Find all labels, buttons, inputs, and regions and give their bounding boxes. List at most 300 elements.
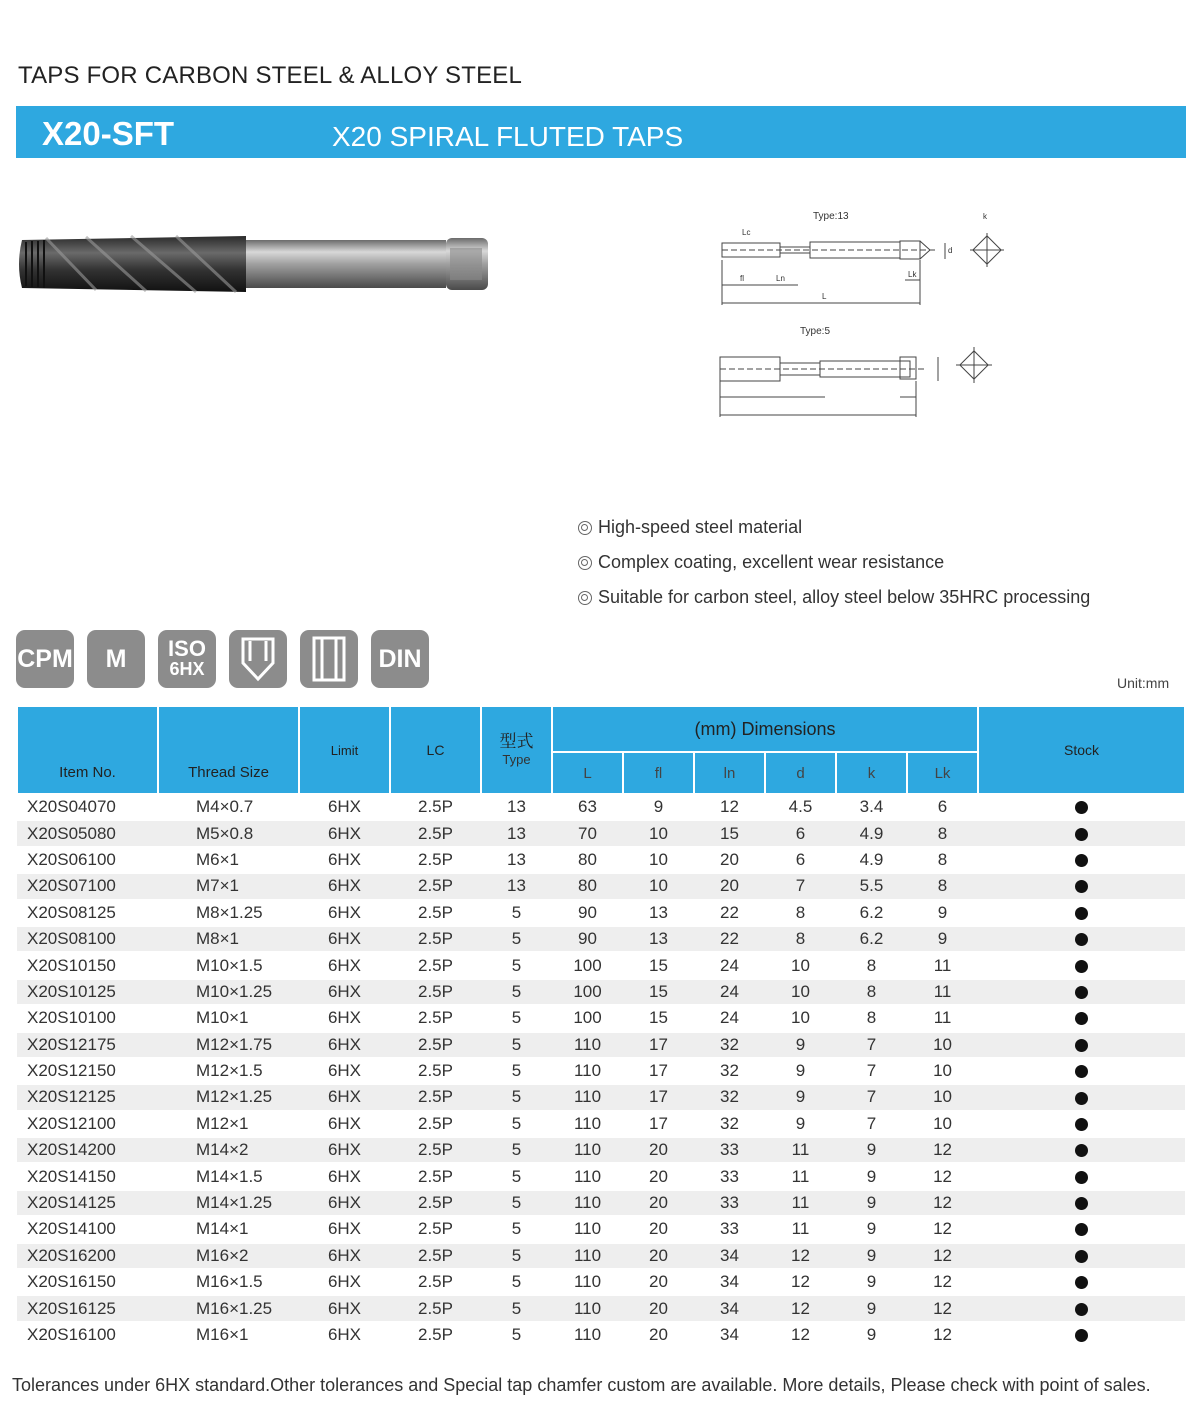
table-row	[17, 926, 1185, 952]
cell-l: 100	[552, 979, 623, 1005]
cell-thread: M4×0.7	[158, 794, 299, 820]
cell-ln: 32	[694, 1111, 765, 1137]
cell-stock	[978, 900, 1185, 926]
cell-fl: 15	[623, 952, 694, 978]
type13-label: Type:13	[813, 211, 849, 222]
cell-ln: 32	[694, 1032, 765, 1058]
in-stock-dot-icon	[1075, 1197, 1088, 1210]
cell-thread: M16×1.25	[158, 1295, 299, 1321]
cell-item: X20S08125	[17, 900, 158, 926]
cell-type: 5	[481, 1190, 552, 1216]
in-stock-dot-icon	[1075, 880, 1088, 893]
table-row	[17, 1137, 1185, 1163]
cell-type: 5	[481, 1216, 552, 1242]
cell-l: 110	[552, 1058, 623, 1084]
unit-label: Unit:mm	[1117, 675, 1170, 691]
cell-thread: M7×1	[158, 873, 299, 899]
cell-stock	[978, 794, 1185, 820]
cell-lc: 2.5P	[390, 873, 481, 899]
cell-l: 63	[552, 794, 623, 820]
cell-fl: 17	[623, 1084, 694, 1110]
cell-item: X20S12150	[17, 1058, 158, 1084]
cell-lc: 2.5P	[390, 794, 481, 820]
spec-table	[16, 705, 1186, 1349]
cell-item: X20S07100	[17, 873, 158, 899]
header-l: L	[552, 752, 623, 794]
cell-lk: 12	[907, 1295, 978, 1321]
cell-thread: M8×1.25	[158, 900, 299, 926]
cell-fl: 20	[623, 1269, 694, 1295]
cell-l: 90	[552, 900, 623, 926]
cell-item: X20S04070	[17, 794, 158, 820]
cell-type: 5	[481, 1058, 552, 1084]
table-row	[17, 873, 1185, 899]
in-stock-dot-icon	[1075, 801, 1088, 814]
cell-stock	[978, 847, 1185, 873]
cell-limit: 6HX	[299, 1163, 390, 1189]
cell-d: 9	[765, 1032, 836, 1058]
cell-lc: 2.5P	[390, 1111, 481, 1137]
cell-fl: 17	[623, 1032, 694, 1058]
cell-k: 8	[836, 979, 907, 1005]
cell-type: 5	[481, 926, 552, 952]
cell-ln: 34	[694, 1322, 765, 1348]
cell-l: 90	[552, 926, 623, 952]
in-stock-dot-icon	[1075, 1092, 1088, 1105]
circle-bullet-icon	[578, 591, 592, 605]
cell-limit: 6HX	[299, 1216, 390, 1242]
cell-type: 5	[481, 900, 552, 926]
dim-label-ln: Ln	[776, 274, 785, 283]
cell-lc: 2.5P	[390, 847, 481, 873]
cell-type: 5	[481, 1005, 552, 1031]
table-row	[17, 1058, 1185, 1084]
cell-stock	[978, 1216, 1185, 1242]
cell-type: 13	[481, 873, 552, 899]
cell-limit: 6HX	[299, 900, 390, 926]
table-row	[17, 847, 1185, 873]
cell-lk: 8	[907, 820, 978, 846]
cell-lc: 2.5P	[390, 979, 481, 1005]
table-row	[17, 1032, 1185, 1058]
cell-ln: 24	[694, 979, 765, 1005]
dim-label-k: k	[983, 212, 987, 221]
cell-l: 110	[552, 1269, 623, 1295]
tap-dimension-diagram	[700, 205, 1030, 430]
cell-lc: 2.5P	[390, 900, 481, 926]
cell-k: 9	[836, 1243, 907, 1269]
cell-item: X20S12100	[17, 1111, 158, 1137]
cell-type: 5	[481, 1111, 552, 1137]
cell-ln: 32	[694, 1084, 765, 1110]
cell-limit: 6HX	[299, 1295, 390, 1321]
cell-limit: 6HX	[299, 820, 390, 846]
cell-item: X20S08100	[17, 926, 158, 952]
cell-type: 5	[481, 1322, 552, 1348]
in-stock-dot-icon	[1075, 828, 1088, 841]
in-stock-dot-icon	[1075, 854, 1088, 867]
cell-d: 12	[765, 1322, 836, 1348]
table-row	[17, 1111, 1185, 1137]
cell-stock	[978, 979, 1185, 1005]
cell-d: 10	[765, 952, 836, 978]
cell-d: 12	[765, 1243, 836, 1269]
in-stock-dot-icon	[1075, 1171, 1088, 1184]
cell-fl: 20	[623, 1243, 694, 1269]
cell-ln: 33	[694, 1137, 765, 1163]
dim-label-d: d	[948, 246, 953, 255]
cell-limit: 6HX	[299, 1322, 390, 1348]
cell-fl: 20	[623, 1295, 694, 1321]
in-stock-dot-icon	[1075, 986, 1088, 999]
cell-lc: 2.5P	[390, 952, 481, 978]
cell-fl: 20	[623, 1190, 694, 1216]
cell-stock	[978, 1032, 1185, 1058]
header-thread-size: Thread Size	[158, 706, 299, 794]
cell-type: 5	[481, 1243, 552, 1269]
cell-l: 110	[552, 1163, 623, 1189]
table-row	[17, 1322, 1185, 1348]
cell-lk: 12	[907, 1190, 978, 1216]
cell-l: 80	[552, 847, 623, 873]
cell-thread: M8×1	[158, 926, 299, 952]
header-stock: Stock	[978, 706, 1185, 794]
cell-d: 7	[765, 873, 836, 899]
cell-stock	[978, 1084, 1185, 1110]
cell-lc: 2.5P	[390, 1032, 481, 1058]
cell-lc: 2.5P	[390, 926, 481, 952]
cell-limit: 6HX	[299, 1137, 390, 1163]
cell-l: 100	[552, 952, 623, 978]
cell-d: 10	[765, 1005, 836, 1031]
cell-lc: 2.5P	[390, 1243, 481, 1269]
cell-thread: M14×2	[158, 1137, 299, 1163]
cell-d: 9	[765, 1111, 836, 1137]
type5-label: Type:5	[800, 326, 831, 337]
cell-ln: 34	[694, 1269, 765, 1295]
cell-d: 12	[765, 1269, 836, 1295]
header-limit: Limit	[299, 706, 390, 794]
cell-thread: M14×1	[158, 1216, 299, 1242]
cell-type: 5	[481, 952, 552, 978]
cell-type: 5	[481, 1295, 552, 1321]
blind-hole-icon	[229, 630, 287, 688]
cell-stock	[978, 1243, 1185, 1269]
cell-lk: 12	[907, 1216, 978, 1242]
cell-d: 6	[765, 820, 836, 846]
cell-item: X20S12175	[17, 1032, 158, 1058]
table-row	[17, 952, 1185, 978]
cell-item: X20S16125	[17, 1295, 158, 1321]
cell-type: 5	[481, 1032, 552, 1058]
cell-thread: M12×1.25	[158, 1084, 299, 1110]
cell-lc: 2.5P	[390, 1163, 481, 1189]
in-stock-dot-icon	[1075, 1250, 1088, 1263]
in-stock-dot-icon	[1075, 960, 1088, 973]
cell-lk: 10	[907, 1084, 978, 1110]
cell-k: 7	[836, 1111, 907, 1137]
cell-thread: M14×1.5	[158, 1163, 299, 1189]
cell-stock	[978, 820, 1185, 846]
table-row	[17, 794, 1185, 820]
in-stock-dot-icon	[1075, 1118, 1088, 1131]
cell-stock	[978, 873, 1185, 899]
header-item-no: Item No.	[17, 706, 158, 794]
cell-l: 110	[552, 1111, 623, 1137]
header-d: d	[765, 752, 836, 794]
cell-stock	[978, 1190, 1185, 1216]
product-code: X20-SFT	[42, 115, 175, 152]
cell-lk: 12	[907, 1269, 978, 1295]
cell-lk: 9	[907, 900, 978, 926]
cell-ln: 32	[694, 1058, 765, 1084]
cell-lk: 11	[907, 979, 978, 1005]
table-row	[17, 1269, 1185, 1295]
cell-type: 5	[481, 1269, 552, 1295]
cell-ln: 20	[694, 847, 765, 873]
cell-item: X20S05080	[17, 820, 158, 846]
circle-bullet-icon	[578, 556, 592, 570]
header-lc: LC	[390, 706, 481, 794]
cell-thread: M14×1.25	[158, 1190, 299, 1216]
cell-k: 6.2	[836, 926, 907, 952]
cell-lk: 11	[907, 1005, 978, 1031]
cell-type: 5	[481, 979, 552, 1005]
cell-thread: M16×2	[158, 1243, 299, 1269]
table-row	[17, 1190, 1185, 1216]
header-k: k	[836, 752, 907, 794]
cell-limit: 6HX	[299, 1084, 390, 1110]
cell-ln: 20	[694, 873, 765, 899]
cell-stock	[978, 1163, 1185, 1189]
cell-ln: 22	[694, 900, 765, 926]
cell-limit: 6HX	[299, 873, 390, 899]
cell-l: 110	[552, 1216, 623, 1242]
cell-lk: 8	[907, 847, 978, 873]
cell-limit: 6HX	[299, 952, 390, 978]
cell-d: 11	[765, 1216, 836, 1242]
cell-item: X20S16200	[17, 1243, 158, 1269]
cell-ln: 24	[694, 1005, 765, 1031]
cell-k: 9	[836, 1322, 907, 1348]
cell-fl: 10	[623, 873, 694, 899]
cell-ln: 34	[694, 1243, 765, 1269]
dim-label-lk: Lk	[908, 270, 917, 279]
cell-type: 5	[481, 1137, 552, 1163]
cell-k: 8	[836, 1005, 907, 1031]
cell-k: 4.9	[836, 820, 907, 846]
spec-table-body	[17, 794, 1185, 1348]
cell-stock	[978, 926, 1185, 952]
feature-list	[578, 510, 1090, 615]
feature-item: High-speed steel material	[578, 510, 1090, 545]
cell-l: 110	[552, 1137, 623, 1163]
in-stock-dot-icon	[1075, 1144, 1088, 1157]
cell-thread: M12×1	[158, 1111, 299, 1137]
cell-thread: M6×1	[158, 847, 299, 873]
product-name: X20 SPIRAL FLUTED TAPS	[332, 121, 684, 152]
table-row	[17, 900, 1185, 926]
in-stock-dot-icon	[1075, 1039, 1088, 1052]
cell-d: 11	[765, 1137, 836, 1163]
cell-thread: M12×1.5	[158, 1058, 299, 1084]
cell-lc: 2.5P	[390, 1084, 481, 1110]
cell-lk: 12	[907, 1163, 978, 1189]
cell-fl: 9	[623, 794, 694, 820]
dim-label-lc: Lc	[742, 228, 751, 237]
cell-fl: 10	[623, 820, 694, 846]
table-row	[17, 1084, 1185, 1110]
table-row	[17, 1295, 1185, 1321]
cell-item: X20S14150	[17, 1163, 158, 1189]
cell-type: 13	[481, 794, 552, 820]
table-row	[17, 1216, 1185, 1242]
cell-lk: 6	[907, 794, 978, 820]
cell-k: 3.4	[836, 794, 907, 820]
cell-ln: 12	[694, 794, 765, 820]
cell-k: 9	[836, 1269, 907, 1295]
dim-label-l: L	[822, 292, 827, 301]
cell-d: 9	[765, 1084, 836, 1110]
header-dimensions: (mm) Dimensions	[552, 706, 978, 752]
cell-lk: 9	[907, 926, 978, 952]
cell-k: 9	[836, 1190, 907, 1216]
cell-l: 110	[552, 1084, 623, 1110]
cell-limit: 6HX	[299, 1269, 390, 1295]
spec-badges	[16, 630, 429, 688]
dim-label-fl: fl	[740, 274, 744, 283]
cell-thread: M12×1.75	[158, 1032, 299, 1058]
cell-item: X20S16100	[17, 1322, 158, 1348]
cell-k: 7	[836, 1084, 907, 1110]
circle-bullet-icon	[578, 521, 592, 535]
cell-limit: 6HX	[299, 1243, 390, 1269]
table-row	[17, 1163, 1185, 1189]
cell-type: 13	[481, 820, 552, 846]
cell-lk: 11	[907, 952, 978, 978]
cell-ln: 15	[694, 820, 765, 846]
cell-ln: 24	[694, 952, 765, 978]
cell-lk: 12	[907, 1137, 978, 1163]
cell-stock	[978, 952, 1185, 978]
cell-lc: 2.5P	[390, 1322, 481, 1348]
cell-thread: M10×1.25	[158, 979, 299, 1005]
cell-d: 12	[765, 1295, 836, 1321]
cell-type: 5	[481, 1163, 552, 1189]
cell-d: 11	[765, 1163, 836, 1189]
cell-limit: 6HX	[299, 1032, 390, 1058]
through-hole-icon	[300, 630, 358, 688]
cell-lc: 2.5P	[390, 1137, 481, 1163]
cell-ln: 34	[694, 1295, 765, 1321]
header-lk: Lk	[907, 752, 978, 794]
cell-k: 9	[836, 1216, 907, 1242]
cell-item: X20S06100	[17, 847, 158, 873]
cell-type: 13	[481, 847, 552, 873]
cell-stock	[978, 1137, 1185, 1163]
cell-type: 5	[481, 1084, 552, 1110]
cell-fl: 10	[623, 847, 694, 873]
cell-l: 100	[552, 1005, 623, 1031]
in-stock-dot-icon	[1075, 1223, 1088, 1236]
cell-fl: 15	[623, 1005, 694, 1031]
table-row	[17, 1243, 1185, 1269]
header-fl: fl	[623, 752, 694, 794]
cell-thread: M16×1	[158, 1322, 299, 1348]
cell-stock	[978, 1111, 1185, 1137]
cell-d: 9	[765, 1058, 836, 1084]
cell-item: X20S10100	[17, 1005, 158, 1031]
cell-fl: 17	[623, 1111, 694, 1137]
cell-d: 11	[765, 1190, 836, 1216]
cell-limit: 6HX	[299, 979, 390, 1005]
cell-stock	[978, 1322, 1185, 1348]
in-stock-dot-icon	[1075, 1329, 1088, 1342]
cell-ln: 33	[694, 1163, 765, 1189]
cell-lc: 2.5P	[390, 1190, 481, 1216]
cell-stock	[978, 1058, 1185, 1084]
cell-lc: 2.5P	[390, 820, 481, 846]
cell-item: X20S10125	[17, 979, 158, 1005]
cell-k: 6.2	[836, 900, 907, 926]
spiral-tap-image	[16, 226, 492, 302]
cell-item: X20S14200	[17, 1137, 158, 1163]
cell-lk: 12	[907, 1322, 978, 1348]
cell-k: 5.5	[836, 873, 907, 899]
header-ln: ln	[694, 752, 765, 794]
cell-l: 110	[552, 1032, 623, 1058]
cell-fl: 15	[623, 979, 694, 1005]
cell-d: 6	[765, 847, 836, 873]
table-row	[17, 820, 1185, 846]
cell-limit: 6HX	[299, 1005, 390, 1031]
cell-item: X20S10150	[17, 952, 158, 978]
cell-l: 110	[552, 1243, 623, 1269]
cpm-badge: CPM	[16, 630, 74, 688]
cell-k: 8	[836, 952, 907, 978]
cell-item: X20S14100	[17, 1216, 158, 1242]
table-row	[17, 1005, 1185, 1031]
cell-lc: 2.5P	[390, 1005, 481, 1031]
cell-thread: M10×1.5	[158, 952, 299, 978]
cell-k: 9	[836, 1295, 907, 1321]
cell-k: 9	[836, 1163, 907, 1189]
metric-badge: M	[87, 630, 145, 688]
feature-item: Suitable for carbon steel, alloy steel below 35HRC processing	[578, 580, 1090, 615]
in-stock-dot-icon	[1075, 1303, 1088, 1316]
in-stock-dot-icon	[1075, 1012, 1088, 1025]
cell-stock	[978, 1269, 1185, 1295]
cell-lc: 2.5P	[390, 1216, 481, 1242]
cell-lk: 10	[907, 1111, 978, 1137]
cell-item: X20S14125	[17, 1190, 158, 1216]
cell-lk: 8	[907, 873, 978, 899]
table-row	[17, 979, 1185, 1005]
cell-item: X20S12125	[17, 1084, 158, 1110]
cell-l: 80	[552, 873, 623, 899]
cell-ln: 33	[694, 1216, 765, 1242]
cell-limit: 6HX	[299, 1058, 390, 1084]
cell-limit: 6HX	[299, 847, 390, 873]
cell-fl: 13	[623, 900, 694, 926]
cell-k: 9	[836, 1137, 907, 1163]
cell-fl: 20	[623, 1322, 694, 1348]
cell-lk: 12	[907, 1243, 978, 1269]
cell-k: 7	[836, 1032, 907, 1058]
cell-stock	[978, 1005, 1185, 1031]
cell-d: 4.5	[765, 794, 836, 820]
cell-stock	[978, 1295, 1185, 1321]
